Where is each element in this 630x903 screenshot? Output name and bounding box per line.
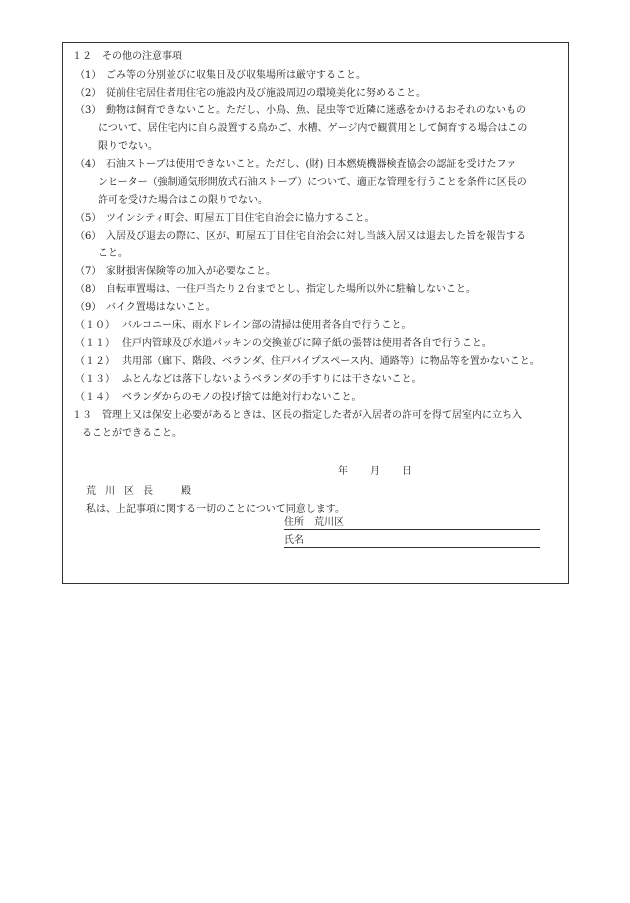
addressee: 荒川区長 殿 [86,486,200,497]
item-text: 従前住宅居住者用住宅の施設内及び施設周辺の環境美化に努めること。 [106,88,426,99]
item-text: 石油ストーブは使用できないこと。ただし、(財) 日本燃焼機器検査協会の認証を受けたファ [106,159,517,170]
item-text: ごみ等の分別並びに収集日及び収集場所は厳守すること。 [106,70,366,81]
address-label: 住所 荒川区 [284,517,344,528]
item-number: （2） [75,88,102,99]
item-text: 家財損害保険等の加入が必要なこと。 [106,266,276,277]
item-number: （5） [75,213,102,224]
item-text-continued: ンヒーター（強制通気形開放式石油ストーブ）について、適正な管理を行うことを条件に区長の [98,177,527,188]
item-text: 入居及び退去の際に、区が、町屋五丁目住宅自治会に対し当該入居又は退去した旨を報告する [106,231,526,242]
name-field[interactable] [284,534,540,548]
section-13-text: １３ 管理上又は保安上必要があるときは、区長の指定した者が入居者の許可を得て居室内に立ち入 [72,410,522,421]
item-text: 住戸内管球及び水道パッキンの交換並びに障子紙の張替は使用者各自で行うこと。 [122,338,492,349]
section-12-heading: １２ その他の注意事項 [72,51,182,62]
item-number: （4） [75,159,102,170]
item-number: （１２） [75,356,115,367]
item-number: （１３） [75,374,115,385]
item-number: （１４） [75,392,115,403]
section-13-text-continued: ることができること。 [82,428,182,439]
date-month: 月 [370,466,380,477]
item-number: （8） [75,284,102,295]
date-day: 日 [402,466,412,477]
item-number: （１０） [75,320,115,331]
item-text-continued: について、居住宅内に自ら設置する鳥かご、水槽、ゲージ内で観賞用として飼育する場合はこの [98,123,528,134]
item-text: 自転車置場は、一住戸当たり２台までとし、指定した場所以外に駐輪しないこと。 [106,284,476,295]
item-text-continued: 限りでない。 [98,141,158,152]
item-number: （7） [75,266,102,277]
item-text: バイク置場はないこと。 [106,302,216,313]
item-text: ふとんなどは落下しないようベランダの手すりには干さないこと。 [122,374,422,385]
item-text: ベランダからのモノの投げ捨ては絶対行わないこと。 [122,392,362,403]
item-text: バルコニー床、雨水ドレイン部の清掃は使用者各自で行うこと。 [122,320,412,331]
item-text-continued: 許可を受けた場合はこの限りでない。 [98,195,268,206]
date-year: 年 [338,466,348,477]
item-number: （9） [75,302,102,313]
item-number: （6） [75,231,102,242]
address-field[interactable] [284,516,540,530]
item-text: 動物は飼育できないこと。ただし、小鳥、魚、昆虫等で近隣に迷惑をかけるおそれのないもの [106,105,526,116]
item-text: ツインシティ町会、町屋五丁目住宅自治会に協力すること。 [106,213,375,224]
item-number: （1） [75,70,102,81]
name-label: 氏名 [284,535,304,546]
item-number: （3） [75,105,102,116]
item-text-continued: こと。 [98,248,128,259]
agreement-statement: 私は、上記事項に関する一切のことについて同意します。 [86,504,345,515]
item-text: 共用部（廊下、階段、ベランダ、住戸パイプスペース内、通路等）に物品等を置かないこと。 [122,356,540,367]
item-number: （１１） [75,338,115,349]
